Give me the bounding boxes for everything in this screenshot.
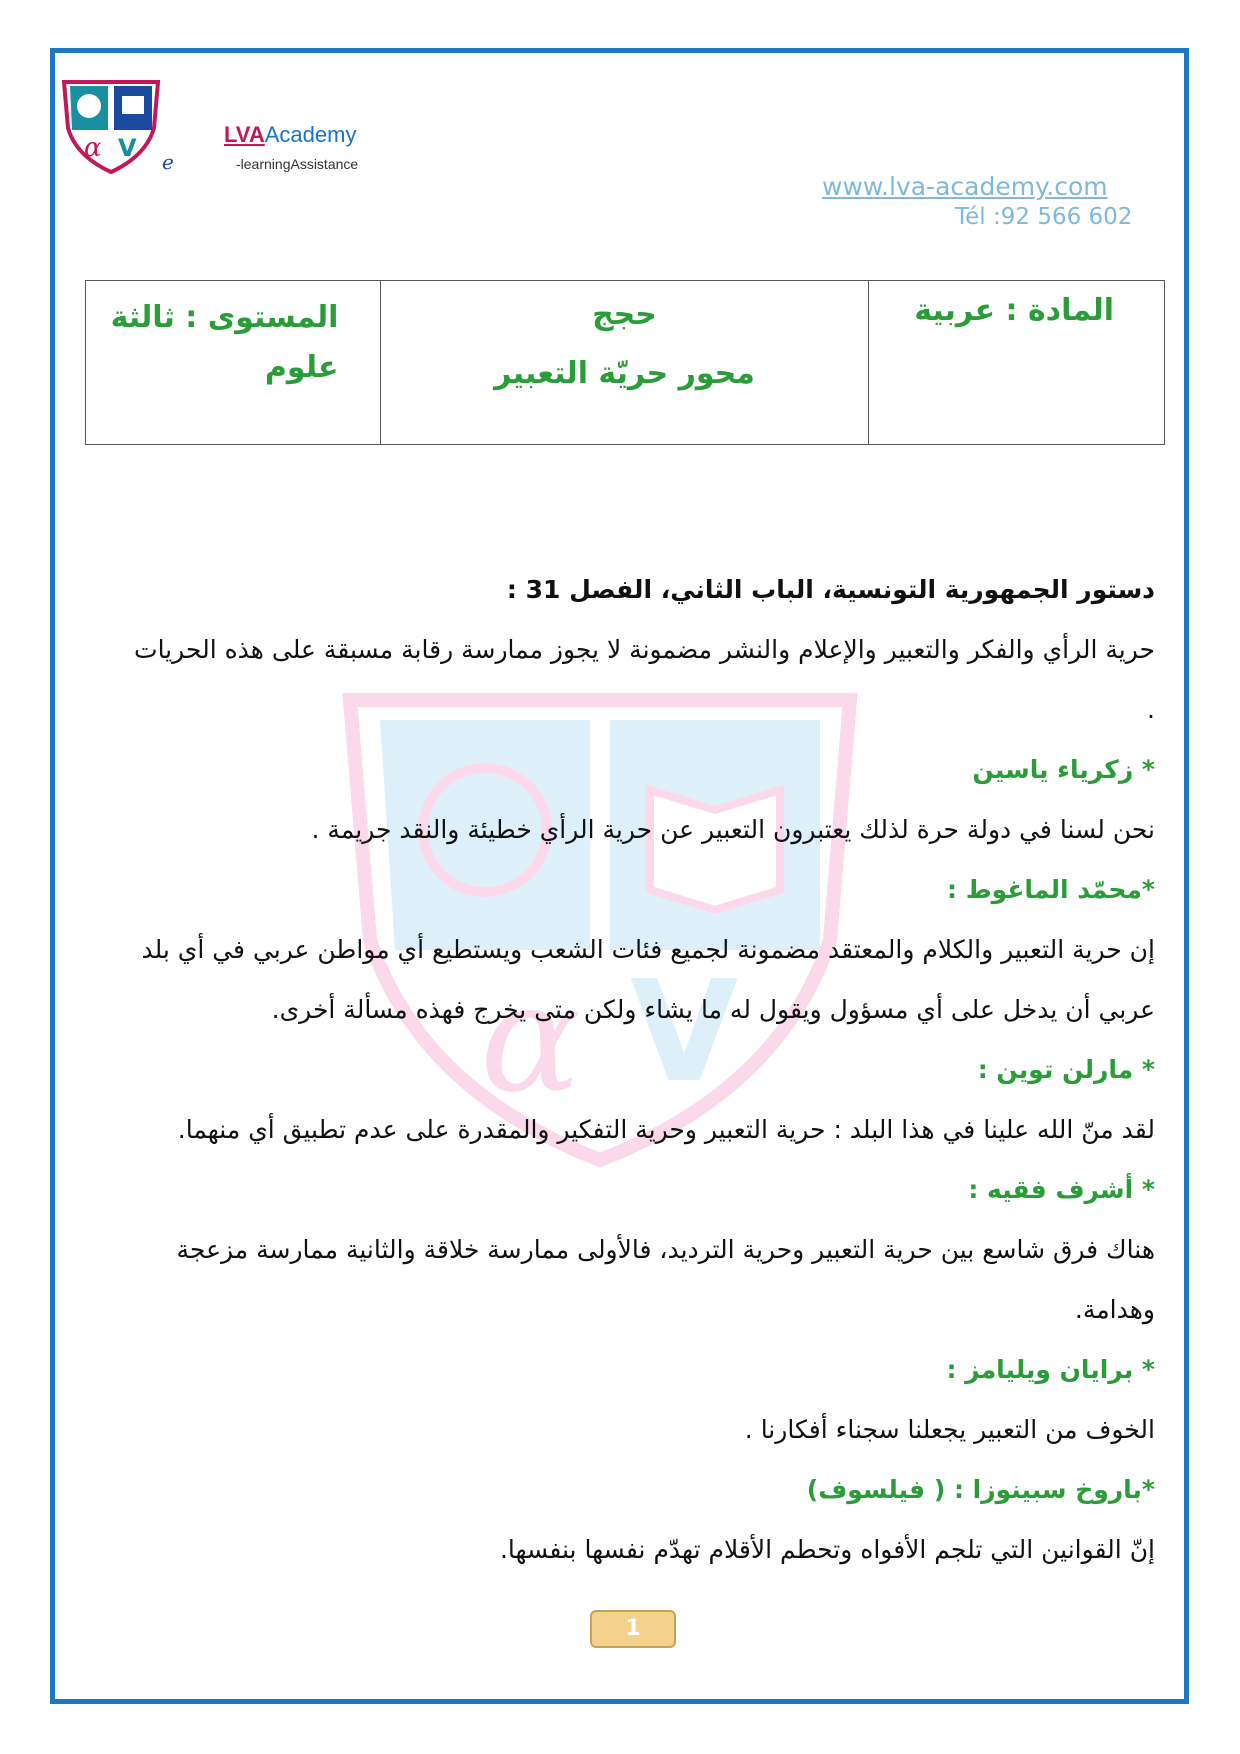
document-body [120, 560, 1155, 1580]
svg-text:V: V [630, 951, 739, 1114]
header-table [85, 280, 1165, 445]
brand-name-academy: Academy [264, 122, 357, 147]
logo-e-letter: e [162, 150, 174, 174]
speaker-name: * برايان ويليامز : [946, 1355, 1155, 1384]
level-line2: علوم [264, 350, 339, 385]
phone-number: Tél :92 566 602 [955, 204, 1133, 230]
svg-text:α: α [84, 133, 102, 163]
page-number: 1 [590, 1610, 676, 1648]
title-line1: حجج [592, 297, 657, 332]
paragraph: هناك فرق شاسع بين حرية التعبير وحرية الترديد، فالأولى ممارسة خلاقة والثانية ممارسة مزعجة وهدامة. [176, 1235, 1155, 1324]
speaker-name: * أشرف فقيه : [968, 1175, 1155, 1204]
speaker-name: *باروخ سبينوزا : ( فيلسوف) [806, 1475, 1155, 1504]
speaker-name: *محمّد الماغوط : [947, 875, 1155, 904]
svg-text:α: α [480, 952, 582, 1126]
title-cell [381, 281, 868, 444]
lva-academy-logo [56, 78, 166, 174]
paragraph: نحن لسنا في دولة حرة لذلك يعتبرون التعبير عن حرية الرأي خطيئة والنقد جريمة . [311, 815, 1155, 844]
paragraph: إنّ القوانين التي تلجم الأفواه وتحطم الأقلام تهدّم نفسها بنفسها. [499, 1535, 1155, 1564]
paragraph: الخوف من التعبير يجعلنا سجناء أفكارنا . [744, 1415, 1155, 1444]
svg-text:V: V [118, 134, 137, 162]
title-line2: محور حريّة التعبير [494, 356, 755, 391]
subject-text: المادة : عربية [914, 293, 1114, 328]
brand-tagline: -learningAssistance [236, 156, 359, 172]
brand-name-lva: LVA [224, 122, 265, 147]
level-line1: المستوى : ثالثة [110, 300, 339, 335]
brand-name [224, 122, 356, 148]
subject-cell [869, 281, 1164, 444]
constitution-heading: دستور الجمهورية التونسية، الباب الثاني، الفصل 31 : [506, 575, 1155, 604]
level-cell [86, 281, 381, 444]
paragraph: إن حرية التعبير والكلام والمعتقد مضمونة لجميع فئات الشعب ويستطيع أي مواطن عربي في أي بلد عربي أن يدخل على أي مسؤول ويقول له ما يشاء ولكن متى يخرج فهذه مسألة أخرى. [141, 935, 1155, 1024]
paragraph: لقد منّ الله علينا في هذا البلد : حرية التعبير وحرية التفكير والمقدرة على عدم تطبيق أي منهما. [177, 1115, 1155, 1144]
website-link[interactable]: www.lva-academy.com [822, 172, 1108, 201]
speaker-name: * زكرياء ياسين [972, 755, 1155, 784]
speaker-name: * مارلن توين : [977, 1055, 1155, 1084]
level-text [111, 293, 339, 393]
paragraph: حرية الرأي والفكر والتعبير والإعلام والنشر مضمونة لا يجوز ممارسة رقابة مسبقة على هذه الحريات . [134, 635, 1155, 724]
